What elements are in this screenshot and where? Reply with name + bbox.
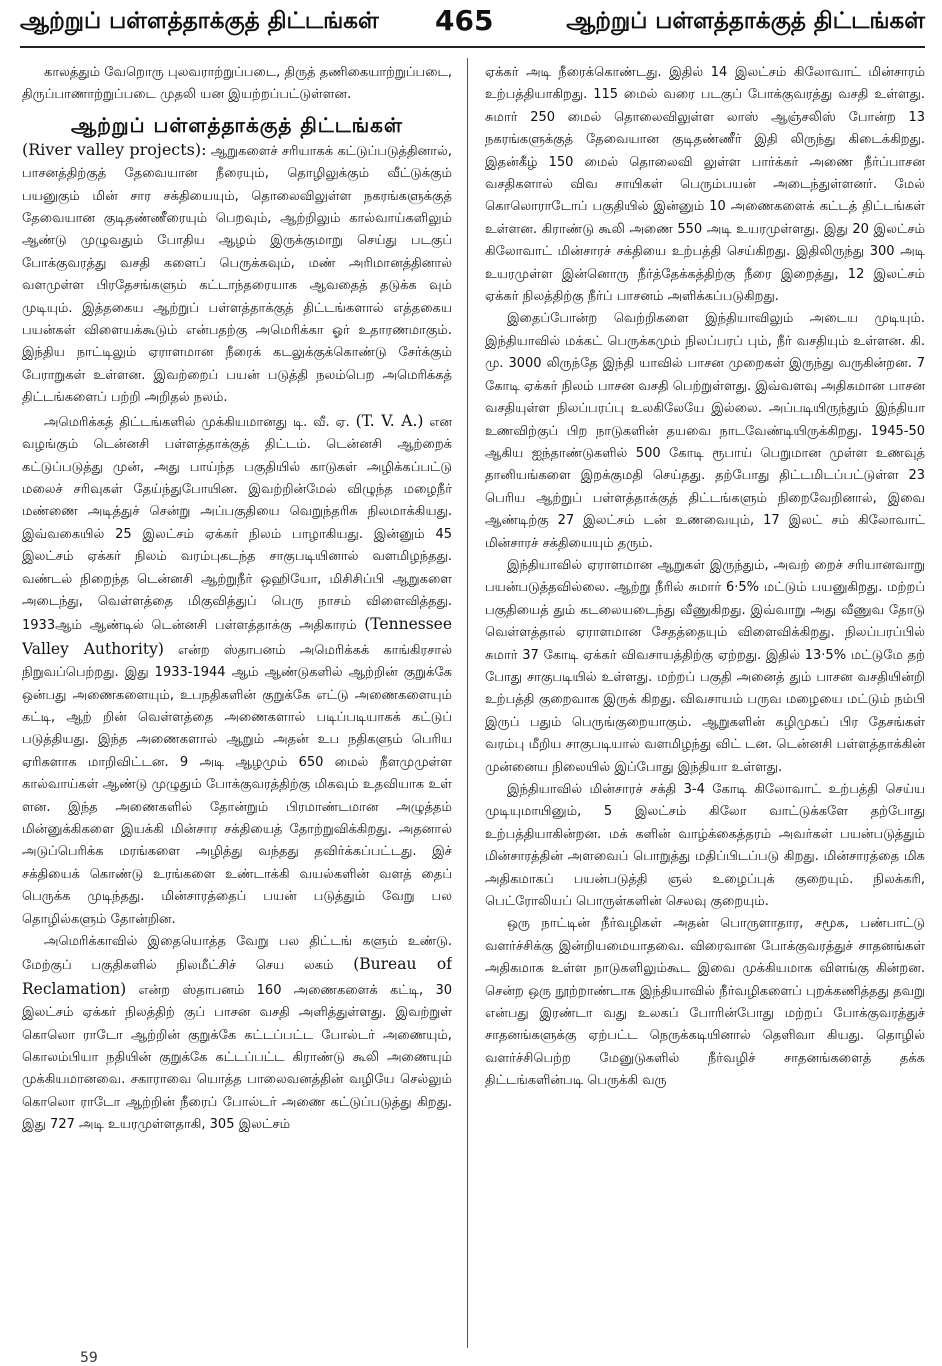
paragraph-boulder-dam: ஏக்கர் அடி நீரைக்கொண்டது. இதில் 14 இலட்சம் கிலோவாட் மின்சாரம் உற்பத்தியாகிறது. 115 மைல் வரை படகுப் போக்குவரத்து வசதி உள்ளது. சுமார் 250 மைல் தொலைவிலுள்ள லாஸ் ஆஞ்சலிஸ் போன்ற 13 நகரங்களுக்குத் தேவையான குடிதண்ணீர் இதி லிருந்து கிடைக்கிறது. இதன்கீழ் 150 மைல் தொலைவி லுள்ள பார்க்கர் அணை நீர்ப்பாசன வசதிகளால் விவ சாயிகள் பெரும்பயன் அடைந்துள்ளனர். மேல் கொலொராடோப் பகுதியில் இன்னும் 10 அணைகளைக் கட்டத் திட்டங்கள் உள்ளன. கிராண்டு கூலி அணை 550 அடி உயரமுள்ளது. இது 20 இலட்சம் கிலோவாட் மின்சாரச் சக்தியை உற்பத்தி செய்கிறது. இதிலிருந்து 300 அடி உயரமுள்ள இன்னொரு நீர்த்தேக்கத்திற்கு நீரை இறைத்து, 12 இலட்சம் ஏக்கர் நிலத்திற்கு நீர்ப் பாசனம் அளிக்கப்படுகிறது. <box>485 65 925 305</box>
paragraph-india-rivers: இந்தியாவில் ஏராளமான ஆறுகள் இருந்தும், அவற் றைச் சரியானவாறு பயன்படுத்தவில்லை. ஆற்று நீரில் சுமார் 6·5% மட்டும் பயனுகிறது. மற்றப் பகுதியைத் தும் கடலையடைந்து வீணுகிறது. இவ்வாறு அது வீணுவ தோடு வெள்ளத்தால் ஏராளமான சேதத்தையும் விளைவிக்கிறது. நிலப்பரப்பில் சுமார் 37 கோடி ஏக்கர் விவசாயத்திற்கு ஏற்றது. இதில் 13·5% மட்டுமே தற் போது சாகுபடியில் உள்ளது. மற்றப் பகுதி அனைத் தும் பாசன வசதியின்றி உற்பத்தி குறைவாக இருக் கிறது. விவசாயம் பருவ மழையை மட்டும் நம்பி இருப் பதும் பெருங்குறையாகும். ஆறுகளின் கழிமுகப் பிர தேசங்கள் வரம்பு மீறிய சாகுபடியால் வளமிழந்து விட் டன. டென்னசி பள்ளத்தாக்கின் முன்னைய நிலையில் இப்போது இந்தியா உள்ளது. <box>485 557 925 775</box>
paragraph-text: ஆறுகளைச் சரியாகக் கட்டுப்படுத்தினால், பாசனத்திற்குத் தேவையான நீரையும், தொழிலுக்கும் வீட்டுக்கும் பயனுகும் மின் சார சக்தியையும், தொலைவிலுள்ள நகரங்களுக்குத் தேவையான குடிதண்ணீரையும் பெறவும், ஆற்றிலும் கால்வாய்களிலும் ஆண்டு முழுவதும் போதிய ஆழம் இருக்குமாறு செய்து படகுப் போக்குவரத்து வசதி களைப் பெருக்கவும், மண் அரிமானத்தினால் வளமுள்ள பிரதேசங்களும் கட்டாந்தரையாக ஆவதைத் தடுக்க வும் முடியும். இத்தகைய ஆற்றுப் பள்ளத்தாக்குத் திட்டங்களால் எத்தகைய பயன்கள் விளையக்கூடும் என்பதற்கு அமெரிக்கா ஓர் உதாரணமாகும். இந்திய நாட்டிலும் ஏராளமான நீரைக் கடலுக்குக்கொண்டு சேர்க்கும் பேராறுகள் உள்ளன. இவற்றைப் பயன் படுத்தி நலம்பெற அமெரிக்கத் திட்டங்களைப் பற்றி அறிதல் நலம். <box>22 143 452 406</box>
page-header <box>20 2 925 48</box>
paragraph-tva <box>22 410 452 931</box>
bureau-name: (Bureau of Reclamation) <box>22 955 452 998</box>
tva-abbrev: (T. V. A.) <box>355 411 424 430</box>
signature-mark: 59 <box>80 1350 98 1366</box>
intro-paragraph: காலத்தும் வேறொரு புலவராற்றுப்படை, திருத் தணிகையாற்றுப்படை, திருப்பாணாற்றுப்படை முதலி யன இயற்றப்பட்டுள்ளன. <box>22 65 452 103</box>
paragraph-text: என்ற ஸ்தாபனம் அமெரிக்கக் காங்கிரசால் நிறுவப்பெற்றது. இது 1933-1944 ஆம் ஆண்டுகளில் ஆற்றின் குறுக்கே ஒன்பது அணைகளையும், உபநதிகளின் குறுக்கே எட்டு அணைகளையும் கட்டி, ஆற் றின் வெள்ளத்தை அணைகளால் படிப்படியாகக் கட்டுப் படுத்தியது. இந்த அணைகளால் ஆறும் அதன் உப நதிகளும் பெரிய ஏரிகளாக மாறிவிட்டன. 9 அடி ஆழமும் 650 மைல் நீளமுமுள்ள கால்வாய்கள் ஆண்டு முழுதும் போக்குவரத்திற்கு மிகவும் உதவியாக உள் ளன. இந்த அணைகளில் தோன்றும் பிரமாண்டமான அழுத்தம் மின்னுக்கிகளை இயக்கி மின்சார சக்தியைத் தோற்றுவிக்கிறது. அதனால் அடுப்பெரிக்க மரங்களை அழித்து வந்தது தவிர்க்கப்பட்டது. இச் சக்தியைக் கொண்டு உரங்களை உண்டாக்கி வயல்களின் வளத் தைப் பெருக்க முடிந்தது. மின்சாரத்தைப் பயன் படுத்தும் வேறு பல தொழில்களும் தோன்றின. <box>22 642 452 927</box>
paragraph-reclamation <box>22 931 452 1137</box>
left-column <box>22 62 452 1344</box>
paragraph-river-valley-intro <box>22 139 452 410</box>
paragraph-waterways: ஒரு நாட்டின் நீர்வழிகள் அதன் பொருளாதார, சமூக, பண்பாட்டு வளர்ச்சிக்கு இன்றியமையாதவை. விரைவான போக்குவரத்துச் சாதனங்கள் அதிகமாக உள்ள நாடுகளிலும்கூட இவை முக்கியமாக விளங்கு கின்றன. சென்ற ஒரு நூற்றாண்டாக இந்தியாவில் நீர்வழிகளைப் புறக்கணித்தது தவறு என்பது இரண்டா வது உலகப் போரின்போது மற்றப் போக்குவரத்துச் சாதனங்களுக்கு ஏற்பட்ட நெருக்கடியினால் தெளிவா கியது. தொழில் வளர்ச்சிபெற்ற மேனுடுகளில் நீர்வழிச் சாதனங்களைத் தக்க திட்டங்களின்படி பெருக்கி வரு <box>485 916 925 1089</box>
running-title-left: ஆற்றுப் பள்ளத்தாக்குத் திட்டங்கள் <box>20 8 379 34</box>
right-column <box>485 62 925 1344</box>
section-lead-english: (River valley projects): <box>22 139 207 159</box>
paragraph-text: என்ற ஸ்தாபனம் 160 அணைகளைக் கட்டி, 30 இலட்சம் ஏக்கர் நிலத்திற் குப் பாசன வசதி அளித்துள்ளது. இவற்றுள் கொலொ ராடோ ஆற்றின் குறுக்கே கட்டப்பட்ட போல்டர் அணையும், கொலம்பியா நதியின் குறுக்கே கட்டப்பட்ட கிராண்டு கூலி அணையும் முக்கியமானவை. சகாராவை யொத்த பாலைவனத்தின் வழியே செல்லும் கொலொ ராடோ ஆற்றின் நீரைப் போல்டர் அணை கட்டுப்படுத்து கிறது. இது 727 அடி உயரமுள்ளதாகி, 305 இலட்சம் <box>22 982 452 1133</box>
tva-full-name: (Tennessee Valley Authority) <box>22 615 452 658</box>
column-divider <box>467 58 468 1348</box>
paragraph-text: அமெரிக்கத் திட்டங்களில் முக்கியமானது டி. வீ. ஏ. <box>44 414 350 430</box>
paragraph-india-power: இந்தியாவில் மின்சாரச் சக்தி 3-4 கோடி கிலோவாட் உற்பத்தி செய்ய முடியுமாயினும், 5 இலட்சம் கிலோ வாட்டுக்களே தற்போது உற்பத்தியாகின்றன. மக் களின் வாழ்க்கைத்தரம் அவர்கள் பயன்படுத்தும் மின்சாரத்தின் அளவைப் பொறுத்து மதிப்பிடப்படு கிறது. மின்சாரத்தை மிக அதிகமாகப் பயன்படுத்தி ஞல் உழைப்புக் குறையும். நிலக்கரி, பெட்ரோலியப் பொருள்களின் செலவு குறையும். <box>485 782 925 910</box>
paragraph-text: என வழங்கும் டென்னசி பள்ளத்தாக்குத் திட்டம். டென்னசி ஆற்றைக் கட்டுப்படுத்து முன், அது பாய்ந்த பகுதியில் காடுகள் அழிக்கப்பட்டு மலைச் சரிவுகள் தேய்ந்துபோயின. இவற்றின்மேல் விழுந்த மழைநீர் மண்ணை அடித்துச் சென்று அப்பகுதியை வெறுந்தரிசு நிலமாக்கியது. இவ்வகையில் 25 இலட்சம் ஏக்கர் நிலம் பாழாகியது. இன்னும் 45 இலட்சம் ஏக்கர் நிலம் வரம்புகடந்த சாகுபடியினால் வளமிழந்தது. வண்டல் நிறைந்த டென்னசி ஆற்றுநீர் ஒஹியோ, மிசிசிப்பி ஆறுகளை அடைந்து, வெள்ளத்தை மிகுவித்துப் பெரு நாசம் விளைவித்தது. 1933ஆம் ஆண்டில் டென்னசி பள்ளத்தாக்கு அதிகாரம் <box>22 414 452 634</box>
paragraph-text: அமெரிக்காவில் இதையொத்த வேறு பல திட்டங் களும் உண்டு. மேற்குப் பகுதிகளில் நிலமீட்சிச் செய லகம் <box>22 934 452 974</box>
running-title-right: ஆற்றுப் பள்ளத்தாக்குத் திட்டங்கள் <box>566 8 925 34</box>
page-number: 465 <box>435 4 494 37</box>
paragraph-india-irrigation: இதைப்போன்ற வெற்றிகளை இந்தியாவிலும் அடைய முடியும். இந்தியாவில் மக்கட் பெருக்கமும் நிலப்பரப் பும், நீர் வசதியும் உள்ளன. கி. மு. 3000 லிருந்தே இந்தி யாவில் பாசன முறைகள் இருந்து வருகின்றன. 7 கோடி ஏக்கர் நிலம் பாசன வசதி பெற்றுள்ளது. இவ்வளவு அதிகமான பாசன வசதியுள்ள நிலப்பரப்பு உலகிலேயே இல்லை. அப்படியிருந்தும் இந்தியா உணவிற்குப் பிற நாடுகளின் தயவை நாடவேண்டியிருக்கிறது. 1945-50 ஆகிய ஐந்தாண்டுகளில் 500 கோடி ரூபாய் பெறுமான முள்ள உணவுத் தானியங்களை இறக்குமதி செய்தது. தற்போது திட்டமிடப்பட்டுள்ள 23 பெரிய ஆற்றுப் பள்ளத்தாக்குத் திட்டங்களும் நிறைவேறினால், இவை ஆண்டிற்கு 27 இலட்சம் டன் உணவையும், 17 இலட் சம் கிலோவாட் மின்சாரச் சக்தியையும் தரும். <box>485 311 925 551</box>
section-title: ஆற்றுப் பள்ளத்தாக்குத் திட்டங்கள் <box>71 112 403 137</box>
